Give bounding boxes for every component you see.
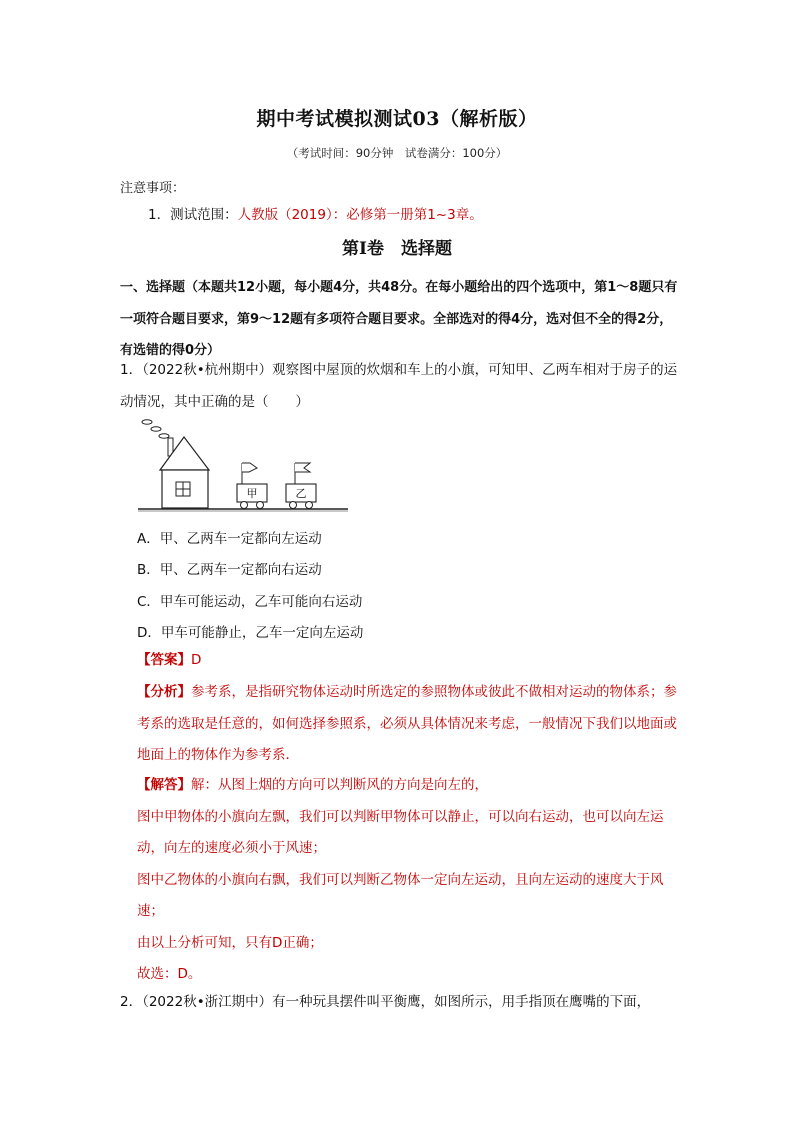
section-heading: 第Ⅰ卷 选择题: [342, 239, 452, 259]
smoke-puff: [151, 427, 161, 431]
smoke-puff: [142, 420, 152, 424]
cart-b: [286, 463, 316, 509]
flag-a-icon: [242, 463, 257, 472]
house-roof: [160, 437, 209, 470]
analysis-tag: 【分析】: [137, 684, 191, 700]
cart-a: [237, 463, 267, 509]
solution-line-4: 由以上分析可知，只有D正确；: [137, 934, 323, 951]
cart-a-label: 甲: [246, 487, 258, 500]
solution-line-2: 图中甲物体的小旗向左飘，我们可以判断甲物体可以静止，可以向右运动，也可以向左运动，向左的速度必须小于风速；: [137, 808, 664, 856]
notice-item-1-prefix: 1．测试范围：: [148, 207, 238, 223]
question-1-figure: [138, 416, 348, 520]
option-c: C．甲车可能运动，乙车可能向右运动: [137, 594, 363, 610]
flag-b-icon: [295, 463, 310, 472]
solution-block: [137, 770, 682, 991]
notice-item-1: [148, 203, 483, 223]
cart-b-label: 乙: [295, 487, 307, 500]
wheel-icon: [290, 502, 297, 509]
analysis-block: [137, 677, 682, 772]
option-a: A．甲、乙两车一定都向左运动: [137, 531, 322, 547]
option-b: B．甲、乙两车一定都向右运动: [137, 562, 322, 578]
solution-line-1: 【解答】解：从图上烟的方向可以判断风的方向是向左的，: [137, 777, 488, 793]
wheel-icon: [241, 502, 248, 509]
wheel-icon: [306, 502, 313, 509]
section-instructions: 一、选择题（本题共12小题，每小题4分，共48分。在每小题给出的四个选项中，第1～8题只有一项符合题目要求，第9～12题有多项符合题目要求。全部选对的得4分，选对但不全的得2分，有选错的得0分）: [120, 280, 678, 358]
answer-value: D: [191, 652, 202, 668]
analysis-text: 参考系，是指研究物体运动时所选定的参照物体或彼此不做相对运动的物体系；参考系的选取是任意的，如何选择参照系，必须从具体情况来考虑，一般情况下我们以地面或地面上的物体作为参考系．: [137, 684, 677, 763]
option-d: D．甲车可能静止，乙车一定向左运动: [137, 625, 364, 641]
answer-line: [137, 645, 682, 677]
notice-item-1-scope: 人教版（2019）：必修第一册第1~3章。: [237, 207, 483, 223]
solution-line-5: 故选：D。: [137, 966, 202, 982]
solution-tag: 【解答】: [137, 777, 191, 793]
wheel-icon: [257, 502, 264, 509]
question-1-stem: 1．（2022秋•杭州期中）观察图中屋顶的炊烟和车上的小旗，可知甲、乙两车相对于房子的运动情况，其中正确的是（ ）: [120, 362, 678, 410]
notice-heading: 注意事项：: [120, 181, 186, 196]
question-2-stem: 2．（2022秋•浙江期中）有一种玩具摆件叫平衡鹰，如图所示，用手指顶在鹰嘴的下面，: [120, 994, 651, 1010]
solution-line-3: 图中乙物体的小旗向右飘，我们可以判断乙物体一定向左运动，且向左运动的速度大于风速；: [137, 871, 664, 919]
answer-tag: 【答案】: [137, 652, 191, 668]
exam-info: （考试时间：90分钟 试卷满分：100分）: [286, 146, 508, 160]
page-title: 期中考试模拟测试03（解析版）: [256, 108, 538, 130]
